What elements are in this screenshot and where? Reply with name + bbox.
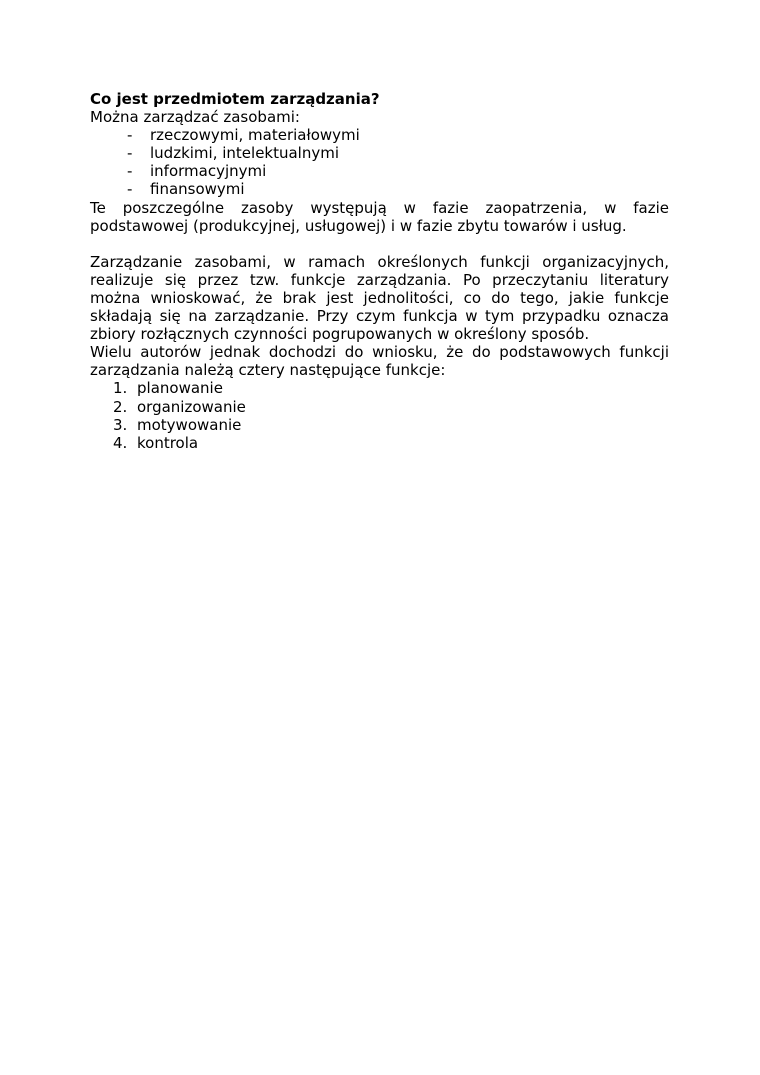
dash-bullet: - bbox=[127, 180, 133, 199]
list-number: 2. bbox=[113, 397, 128, 416]
list-number: 4. bbox=[113, 433, 128, 452]
paragraph-functions bbox=[90, 253, 669, 343]
list-item bbox=[90, 416, 669, 434]
dash-bullet: - bbox=[127, 162, 133, 181]
list-item bbox=[90, 379, 669, 397]
list-item-text: planowanie bbox=[137, 379, 223, 398]
paragraph-phases bbox=[90, 199, 669, 235]
list-number: 1. bbox=[113, 379, 128, 398]
text-line: Wielu autorów jednak dochodzi do wniosku, że do podstawowych funkcji bbox=[90, 343, 669, 362]
text-line: Te poszczególne zasoby występują w fazie zaopatrzenia, w fazie bbox=[90, 198, 669, 217]
list-number: 3. bbox=[113, 415, 128, 434]
document-page bbox=[90, 90, 669, 452]
list-item bbox=[90, 398, 669, 416]
list-item-text: kontrola bbox=[137, 433, 199, 452]
text-line: można wnioskować, że brak jest jednolitości, co do tego, jakie funkcje bbox=[90, 288, 669, 307]
text-line: składają się na zarządzanie. Przy czym funkcja w tym przypadku oznacza bbox=[90, 307, 669, 326]
text-line: realizuje się przez tzw. funkcje zarządzania. Po przeczytaniu literatury bbox=[90, 270, 669, 289]
text-line: podstawowej (produkcyjnej, usługowej) i w fazie zbytu towarów i usług. bbox=[90, 216, 627, 235]
dash-bullet: - bbox=[127, 144, 133, 163]
list-item bbox=[90, 162, 669, 180]
functions-list bbox=[90, 379, 669, 451]
text-line: zarządzania należą cztery następujące funkcje: bbox=[90, 361, 446, 380]
list-item-text: motywowanie bbox=[137, 415, 242, 434]
resources-list bbox=[90, 126, 669, 198]
list-item bbox=[90, 144, 669, 162]
list-item bbox=[90, 126, 669, 144]
text-line: zbiory rozłącznych czynności pogrupowanych w określony sposób. bbox=[90, 325, 590, 344]
text-line: Zarządzanie zasobami, w ramach określonych funkcji organizacyjnych, bbox=[90, 252, 669, 271]
intro-text: Można zarządzać zasobami: bbox=[90, 108, 300, 127]
list-item-text: finansowymi bbox=[150, 180, 245, 199]
list-item-text: ludzkimi, intelektualnymi bbox=[150, 144, 340, 163]
list-item bbox=[90, 434, 669, 452]
list-item-text: rzeczowymi, materiałowymi bbox=[150, 126, 360, 145]
list-item-text: informacyjnymi bbox=[150, 162, 267, 181]
list-item-text: organizowanie bbox=[137, 397, 246, 416]
paragraph-authors bbox=[90, 343, 669, 379]
list-item bbox=[90, 180, 669, 198]
dash-bullet: - bbox=[127, 126, 133, 145]
heading: Co jest przedmiotem zarządzania? bbox=[90, 90, 380, 108]
